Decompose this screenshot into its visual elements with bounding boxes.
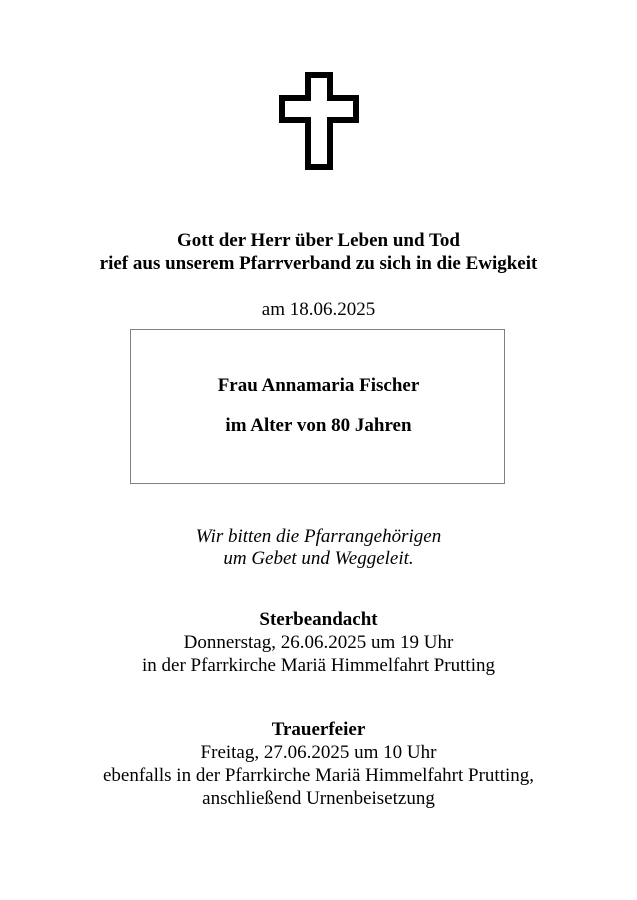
trauerfeier-burial: anschließend Urnenbeisetzung	[202, 788, 435, 809]
deceased-box	[130, 329, 505, 484]
request-line-2: um Gebet und Weggeleit.	[223, 548, 414, 569]
trauerfeier-title: Trauerfeier	[271, 719, 366, 740]
deceased-age: im Alter von 80 Jahren	[225, 415, 412, 436]
sterbeandacht-date: Donnerstag, 26.06.2025 um 19 Uhr	[183, 632, 454, 653]
request-line-1: Wir bitten die Pfarrangehörigen	[195, 526, 442, 547]
heading-line-2: rief aus unserem Pfarrverband zu sich in die Ewigkeit	[99, 253, 538, 274]
death-date: am 18.06.2025	[261, 299, 376, 320]
heading-line-1: Gott der Herr über Leben und Tod	[177, 230, 460, 251]
deceased-name: Frau Annamaria Fischer	[217, 375, 420, 396]
trauerfeier-date: Freitag, 27.06.2025 um 10 Uhr	[200, 742, 437, 763]
latin-cross-icon	[279, 72, 359, 170]
sterbeandacht-title: Sterbeandacht	[259, 609, 378, 630]
sterbeandacht-location: in der Pfarrkirche Mariä Himmelfahrt Prutting	[142, 655, 495, 676]
trauerfeier-location: ebenfalls in der Pfarrkirche Mariä Himmelfahrt Prutting,	[102, 765, 535, 786]
